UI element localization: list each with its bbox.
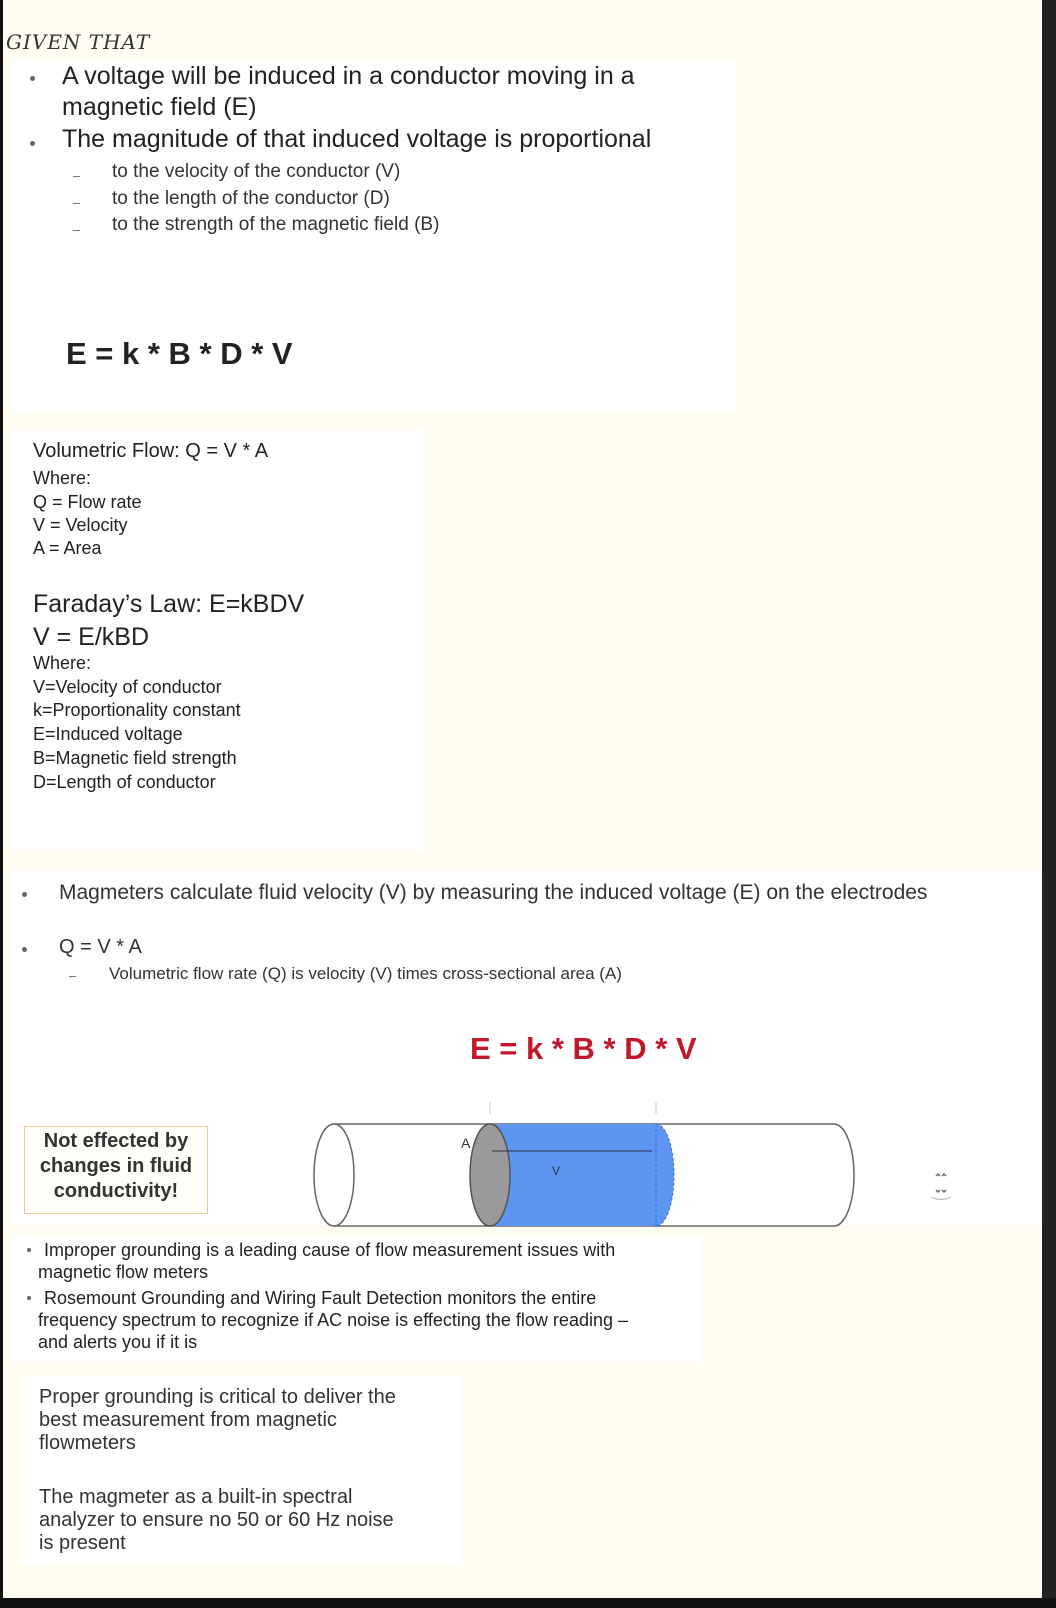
sub-dash <box>73 203 80 204</box>
pipe-diagram <box>310 1098 870 1228</box>
bullet-text: A voltage will be induced in a conductor moving in a <box>62 62 635 90</box>
bullet-dot <box>22 947 27 952</box>
bullet-dot <box>30 141 35 146</box>
grounding-text: and alerts you if it is <box>38 1332 198 1352</box>
flow-volume <box>490 1124 656 1226</box>
sub-dash <box>73 230 80 231</box>
volumetric-line: Q = Flow rate <box>33 492 142 512</box>
bullet-dot <box>27 1248 31 1252</box>
sub-item: to the velocity of the conductor (V) <box>112 161 401 182</box>
faraday-line: E=Induced voltage <box>33 724 183 744</box>
note-line: is present <box>39 1532 126 1554</box>
note-line: Proper grounding is critical to deliver the <box>39 1386 396 1408</box>
note-line: best measurement from magnetic <box>39 1409 337 1431</box>
bullet-dot <box>27 1296 31 1300</box>
faraday-equation: E = k * B * D * V <box>66 336 293 371</box>
bullet-text: magnetic field (E) <box>62 93 257 121</box>
velocity-label: V <box>552 1164 561 1178</box>
move-arrows-icon[interactable] <box>925 1170 955 1200</box>
faraday-line: V=Velocity of conductor <box>33 677 222 697</box>
cross-section-area <box>470 1124 510 1226</box>
pipe-left-end <box>314 1124 354 1226</box>
callout-line: changes in fluid <box>39 1155 193 1177</box>
faraday-rearranged: V = E/kBD <box>33 623 150 651</box>
note-line: flowmeters <box>39 1432 136 1454</box>
page-heading: GIVEN THAT <box>6 30 151 54</box>
magmeter-bullet: Q = V * A <box>59 936 142 958</box>
volumetric-line: V = Velocity <box>33 515 128 535</box>
bullet-text: The magnitude of that induced voltage is proportional <box>62 125 652 153</box>
volumetric-line: Where: <box>33 468 92 488</box>
frame-right <box>1042 0 1056 1608</box>
sub-dash <box>69 976 76 977</box>
magmeter-sub: Volumetric flow rate (Q) is velocity (V) times cross-sectional area (A) <box>109 964 622 983</box>
sub-item: to the strength of the magnetic field (B) <box>112 214 440 235</box>
volumetric-title: Volumetric Flow: Q = V * A <box>33 440 269 462</box>
faraday-title: Faraday’s Law: E=kBDV <box>33 590 305 618</box>
frame-left <box>0 0 3 1608</box>
note-line: The magmeter as a built-in spectral <box>39 1486 353 1508</box>
grounding-text: Rosemount Grounding and Wiring Fault Detection monitors the entire <box>44 1288 597 1308</box>
grounding-text: frequency spectrum to recognize if AC noise is effecting the flow reading – <box>38 1310 628 1330</box>
area-label: A <box>461 1135 471 1151</box>
volumetric-line: A = Area <box>33 538 102 558</box>
faraday-line: D=Length of conductor <box>33 772 216 792</box>
note-line: analyzer to ensure no 50 or 60 Hz noise <box>39 1509 394 1531</box>
sub-dash <box>73 176 80 177</box>
callout-line: Not effected by <box>43 1130 189 1152</box>
faraday-line: Where: <box>33 653 92 673</box>
magmeter-bullet: Magmeters calculate fluid velocity (V) by measuring the induced voltage (E) on the electrodes <box>59 881 928 904</box>
frame-bottom <box>0 1598 1056 1608</box>
bullet-dot <box>30 76 35 81</box>
pipe-right-end <box>834 1124 854 1226</box>
faraday-line: k=Proportionality constant <box>33 700 241 720</box>
conductivity-callout <box>24 1126 208 1214</box>
bullet-dot <box>22 892 27 897</box>
grounding-text: Improper grounding is a leading cause of flow measurement issues with <box>44 1240 616 1260</box>
red-equation: E = k * B * D * V <box>470 1031 697 1066</box>
faraday-line: B=Magnetic field strength <box>33 748 237 768</box>
sub-item: to the length of the conductor (D) <box>112 188 390 209</box>
flow-volume-end <box>656 1124 674 1226</box>
callout-line: conductivity! <box>53 1180 179 1202</box>
grounding-text: magnetic flow meters <box>38 1262 209 1282</box>
